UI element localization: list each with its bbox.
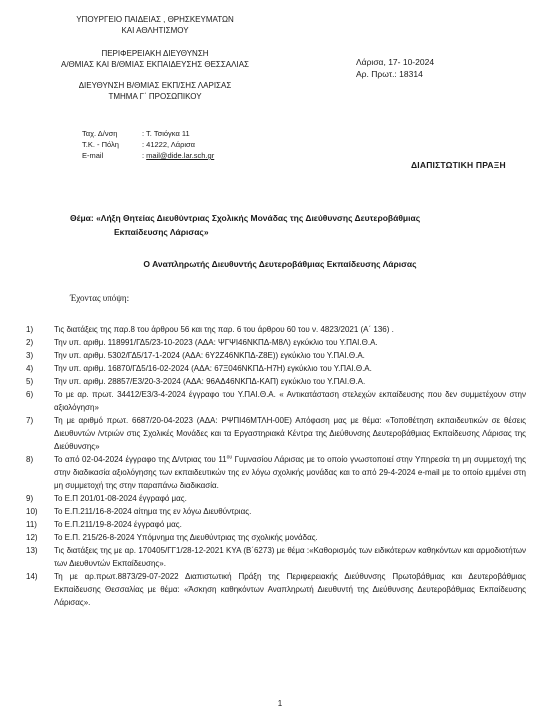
email-link[interactable]: mail@dide.lar.sch.gr [146,151,215,160]
list-item: 7) Τη με αριθμό πρωτ. 6687/20-04-2023 (ΑΔΑ: ΡΨΠΙ46ΜΤΛΗ-00Ε) Απόφαση μας με θέμα: «Τοποθέτηση εκπαιδευτικών σε θέσεις Διευθυντών /ντριών στις Σχολικές Μονάδες και τα Εργαστηριακά Κέντρα της Διεύθυνσης Δευτεροβάθμιας Εκπαίδευσης Λάρισας της Διεύθυνσης» [26,416,526,451]
subject-line-1: Θέμα: «Λήξη Θητείας Διευθύντριας Σχολικής Μονάδας της Διεύθυνσης Δευτεροβάθμιας [70,213,421,223]
list-item: 8) Το από 02-04-2024 έγγραφο της Δ/ντριας του $11^{o\upsilon}$ Γυμνασίου Λάρισας με το οποίο γνωστοποιεί στην Υπηρεσία τη μη συμμετοχή της στην διαδικασία αξιολόγησης των εκπαιδευτικών της εν λόγω σχολικής μονάδας και το από 29-4-2024 e-mail με το οποίο εμμένει στη μη συμμετοχή της στην παραπάνω διαδικασία. [26,454,526,490]
email-label: E-mail [82,151,104,160]
directorate-line-2: ΤΜΗΜΑ Γ΄ ΠΡΟΣΩΠΙΚΟΥ [108,92,202,101]
list-item: 10) Το Ε.Π.211/16-8-2024 αίτημα της εν λόγω Διευθύντριας. [26,507,252,516]
subject-line-2: Εκπαίδευσης Λάρισας» [114,227,209,237]
date-protocol-block [356,56,434,80]
list-item: 1) Τις διατάξεις της παρ.8 του άρθρου 56 και της παρ. 6 του άρθρου 60 του ν. 4823/2021 (Α΄ 136) . [26,325,394,334]
list-item: 12) Το Ε.Π. 215/26-8-2024 Υπόμνημα της Διευθύντριας της σχολικής μονάδας. [26,533,318,542]
date-line: Λάρισα, 17- 10-2024 [356,57,435,67]
list-item: 11) Το Ε.Π.211/19-8-2024 έγγραφό μας. [26,520,182,529]
list-item: 5) Την υπ. αριθμ. 28857/Ε3/20-3-2024 (ΑΔΑ: 96ΑΔ46ΝΚΠΔ-ΚΑΠ) εγκύκλιο του Υ.ΠΑΙ.Θ.Α. [26,377,366,386]
considering-intro: Έχοντας υπόψη: [70,293,130,303]
letterhead [40,14,270,102]
issuer-title: Ο Αναπληρωτής Διευθυντής Δευτεροβάθμιας Εκπαίδευσης Λάρισας [143,259,417,269]
ministry-line-1: ΥΠΟΥΡΓΕΙΟ ΠΑΙΔΕΙΑΣ , ΘΡΗΣΚΕΥΜΑΤΩΝ [76,15,234,24]
postal-value: : 41222, Λάρισα [142,140,196,149]
regional-line-2: Α/ΘΜΙΑΣ ΚΑΙ Β/ΘΜΙΑΣ ΕΚΠΑΙΔΕΥΣΗΣ ΘΕΣΣΑΛΙΑΣ [60,60,249,69]
postal-label: Τ.Κ. - Πόλη [82,140,119,149]
page-number: 1 [277,699,283,708]
subject [70,211,510,239]
list-item: 9) Το Ε.Π 201/01-08-2024 έγγραφό μας. [26,494,187,503]
list-item: 4) Την υπ. αριθμ. 16870/ΓΔ5/16-02-2024 (ΑΔΑ: 67Ξ046ΝΚΠΔ-Η7Η) εγκύκλιο του Υ.ΠΑΙ.Θ.Α. [26,364,372,373]
ministry-line-2: ΚΑΙ ΑΘΛΗΤΙΣΜΟΥ [121,26,189,35]
email-prefix: : [142,151,147,160]
document-type: ΔΙΑΠΙΣΤΩΤΙΚΗ ΠΡΑΞΗ [411,160,506,170]
list-item: 2) Την υπ. αριθμ. 118991/ΓΔ5/23-10-2023 (ΑΔΑ: ΨΓΨΙ46ΝΚΠΔ-Μ8Λ) εγκύκλιο του Υ.ΠΑΙ.Θ.Α. [26,338,378,347]
directorate-line-1: ΔΙΕΥΘΥΝΣΗ Β/ΘΜΙΑΣ ΕΚΠ/ΣΗΣ ΛΑΡΙΣΑΣ [78,81,232,90]
considerations-list [26,323,526,609]
address-label: Ταχ. Δ/νση [82,129,118,138]
list-item: 14) Τη με αρ.πρωτ.8873/29-07-2022 Διαπιστωτική Πράξη της Περιφερειακής Διεύθυνσης Πρωτοβάθμιας και Δευτεροβάθμιας Εκπαίδευσης Θεσσαλίας με θέμα: «Άσκηση καθηκόντων Αναπληρωτή Διευθυντή της Διεύθυνσης Δευτεροβάθμιας Εκπαίδευσης Λάρισας». [26,572,526,607]
contact-block [82,128,214,161]
list-item: 6) Το με αρ. πρωτ. 34412/Ε3/3-4-2024 έγγραφο του Υ.ΠΑΙ.Θ.Α. « Αντικατάσταση στελεχών εκπαίδευσης που δεν συμμετέχουν στην αξιολόγηση» [26,390,526,412]
regional-line-1: ΠΕΡΙΦΕΡΕΙΑΚΗ ΔΙΕΥΘΥΝΣΗ [101,49,209,58]
list-item: 13) Τις διατάξεις της με αρ. 170405/ΓΓ1/28-12-2021 ΚΥΑ (Β΄6273) με θέμα :«Καθορισμός των ειδικότερων καθηκόντων και αρμοδιοτήτων των Διευθυντών Εκπαίδευσης». [26,546,526,568]
address-value: : Τ. Τσιόγκα 11 [142,129,190,138]
list-item: 3) Την υπ. αριθμ. 5302/ΓΔ5/17-1-2024 (ΑΔΑ: 6Υ2Ζ46ΝΚΠΔ-Ζ8Ε)) εγκύκλιο του Υ.ΠΑΙ.Θ.Α. [26,351,365,360]
protocol-line: Αρ. Πρωτ.: 18314 [356,69,423,79]
